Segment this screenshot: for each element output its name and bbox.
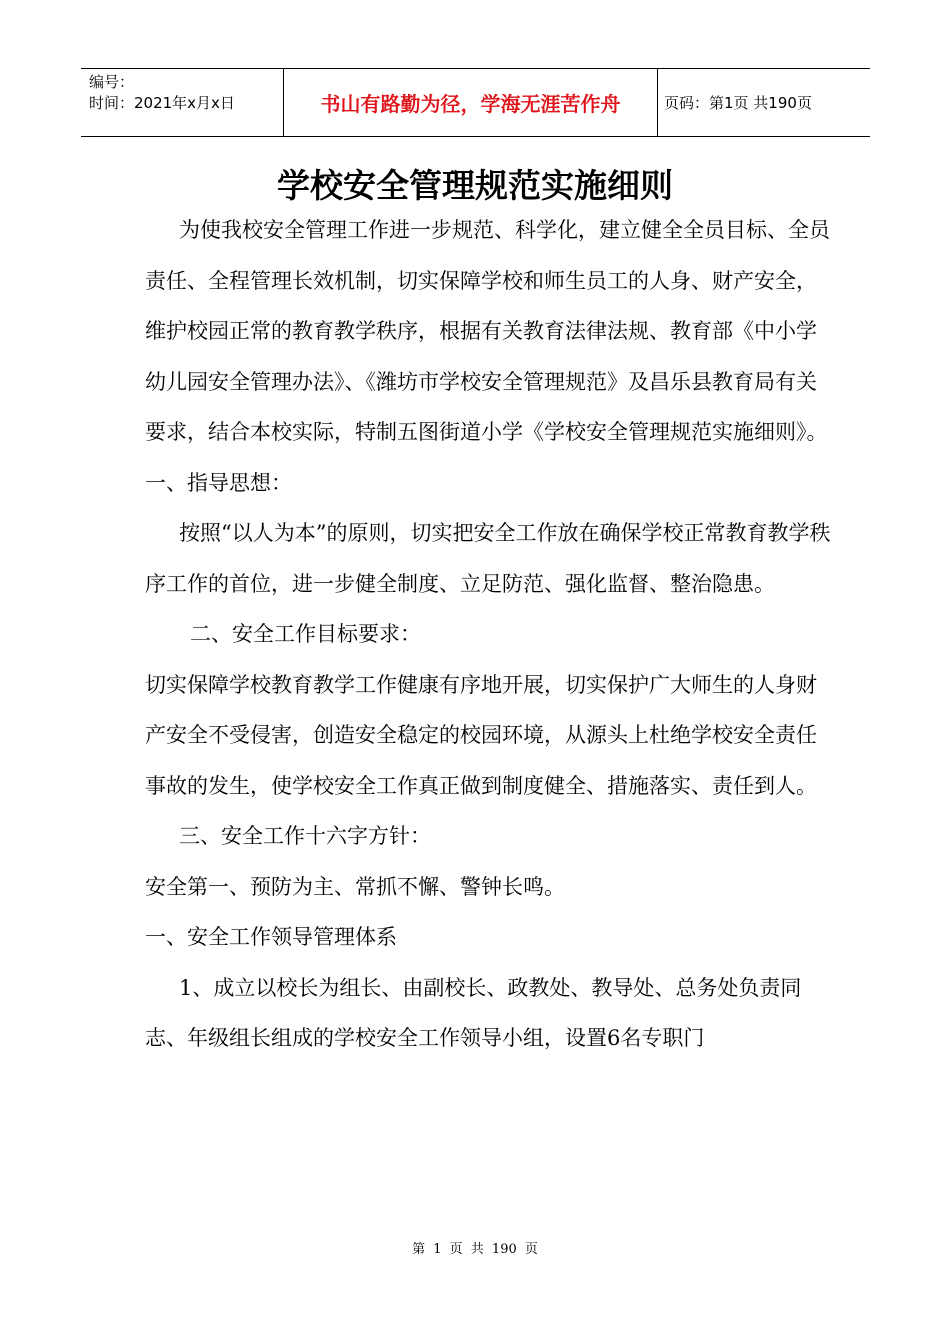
header-page-info: 页码：第1页 共190页 [664,94,812,112]
heading-guiding-thought: 一、指导思想： [145,470,292,495]
document-body [145,205,835,1064]
heading-safety-goals: 二、安全工作目标要求： [190,622,421,646]
paragraph-sixteen-char-policy: 安全第一、预防为主、常抓不懈、警钟长鸣。 [145,874,565,899]
document-title: 学校安全管理规范实施细则 [277,166,673,205]
header-motto: 书山有路勤为径，学海无涯苦作舟 [283,69,658,136]
header-meta [81,69,283,136]
paragraph-intro: 为使我校安全管理工作进一步规范、科学化，建立健全全员目标、全员责任、全程管理长效机制，切实保障学校和师生员工的人身、财产安全，维护校园正常的教育教学秩序，根据有关教育法律法规、教育部《中小学幼儿园安全管理办法》、《潍坊市学校安全管理规范》及昌乐县教育局有关要求，结合本校实际，特制五图街道小学《学校安全管理规范实施细则》。 [145,218,830,444]
document-header [81,68,870,137]
heading-sixteen-char-policy: 三、安全工作十六字方针： [179,824,431,848]
header-number-label: 编号： [89,73,135,91]
page-footer: 第 1 页 共 190 页 [412,1242,538,1257]
paragraph-safety-goals: 切实保障学校教育教学工作健康有序地开展，切实保护广大师生的人身财产安全不受侵害，创造安全稳定的校园环境，从源头上杜绝学校安全责任事故的发生，使学校安全工作真正做到制度健全、措施落实、责任到人。 [145,672,817,798]
paragraph-guiding-thought: 按照“以人为本”的原则，切实把安全工作放在确保学校正常教育教学秩序工作的首位，进一步健全制度、立足防范、强化监督、整治隐患。 [145,521,831,596]
heading-leadership-system: 一、安全工作领导管理体系 [145,925,397,949]
header-date: 时间：2021年x月x日 [89,94,235,112]
paragraph-leadership-item-1: 1、成立以校长为组长、由副校长、政教处、教导处、总务处负责同志、年级组长组成的学校安全工作领导小组，设置6名专职门 [145,975,802,1050]
